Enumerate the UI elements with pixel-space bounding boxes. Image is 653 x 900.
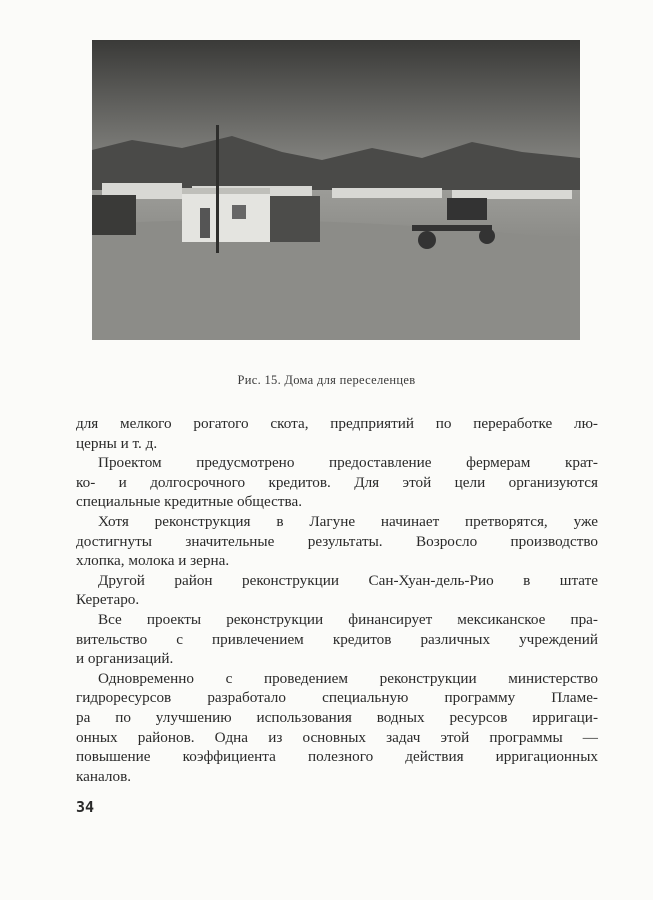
text-line: Хотя реконструкция в Лагуне начинает претворятся, уже	[98, 512, 598, 530]
text-line: каналов.	[76, 767, 132, 785]
text-line: гидроресурсов разработало специальную программу Пламе-	[76, 689, 598, 707]
text-line: повышение коэффициента полезного действия ирригационных	[76, 748, 598, 766]
text-line: Другой район реконструкции Сан-Хуан-дель-Рио в штате	[98, 571, 598, 589]
settler-houses-photo	[92, 40, 580, 340]
text-line: специальные кредитные общества.	[76, 493, 303, 511]
body-text	[76, 414, 598, 786]
figure-caption: Рис. 15. Дома для переселенцев	[237, 373, 416, 387]
text-line: Проектом предусмотрено предоставление фермерам крат-	[98, 454, 598, 472]
text-line: для мелкого рогатого скота, предприятий по переработке лю-	[76, 415, 598, 432]
text-line: Одновременно с проведением реконструкции министерство	[98, 669, 598, 687]
page-number: 34	[76, 798, 95, 816]
text-line: хлопка, молока и зерна.	[76, 552, 230, 570]
text-line: достигнуты значительные результаты. Возросло производство	[76, 532, 598, 550]
text-line: и организаций.	[76, 650, 174, 668]
text-line: ко- и долгосрочного кредитов. Для этой цели организуются	[76, 473, 598, 491]
text-line: вительство с привлечением кредитов различных учреждений	[76, 630, 598, 648]
text-line: ра по улучшению использования водных ресурсов ирригаци-	[76, 708, 598, 726]
text-line: церны и т. д.	[76, 434, 158, 452]
text-line: Все проекты реконструкции финансирует мексиканское пра-	[98, 610, 598, 628]
text-line: Керетаро.	[76, 591, 140, 609]
text-line: онных районов. Одна из основных задач этой программы —	[76, 728, 598, 746]
